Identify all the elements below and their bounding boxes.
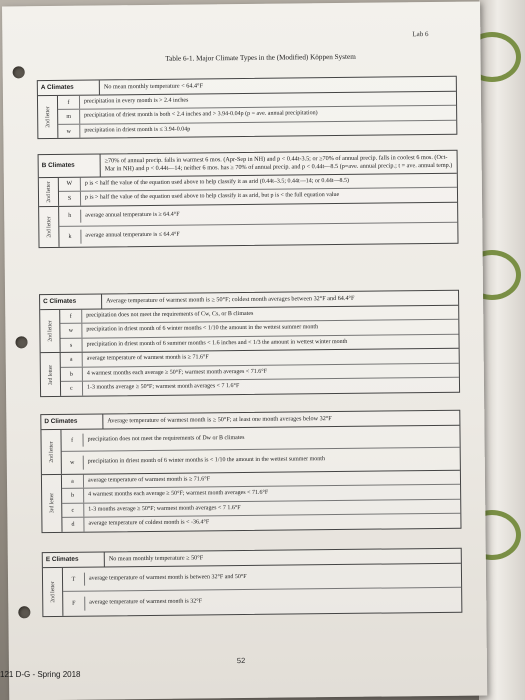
group-description: Average temperature of warmest month is ≥ 50°F; at least one month averages below 32°F bbox=[107, 415, 332, 425]
climate-code: b bbox=[62, 489, 84, 503]
group-name: A Climates bbox=[38, 80, 100, 94]
table-row bbox=[58, 121, 456, 139]
climate-code: c bbox=[61, 382, 83, 396]
subgroup-label: 2nd letter bbox=[39, 177, 59, 205]
climate-group-a bbox=[37, 76, 458, 140]
subgroup bbox=[41, 425, 459, 474]
subgroup bbox=[40, 305, 458, 353]
criteria-text: 1-3 months average ≥ 50°F; warmest month averages < 7 1.6°F bbox=[88, 504, 241, 513]
criteria-text: average temperature of coldest month is < -36.4°F bbox=[88, 519, 210, 527]
climate-code: c bbox=[62, 503, 84, 517]
climate-code: a bbox=[62, 474, 84, 488]
criteria-text: precipitation in every month is > 2.4 inches bbox=[83, 97, 189, 105]
subgroup bbox=[43, 563, 461, 615]
subgroup-label: 3rd letter bbox=[42, 475, 63, 532]
footer-label: 121 D-G - Spring 2018 bbox=[0, 670, 81, 679]
criteria-text: p is < half the value of the equation used above to help classify it as arid (0.44t–3.5; 0.44t—14; or 0.44t—8.5) bbox=[84, 177, 350, 187]
group-name: B Climates bbox=[39, 154, 101, 176]
climate-code: k bbox=[59, 230, 81, 244]
climate-code: F bbox=[63, 597, 85, 611]
criteria-text: p is > half the value of the equation used above to help classify it as arid, but p is < the full equation value bbox=[84, 191, 340, 201]
climate-code: f bbox=[61, 433, 83, 447]
climate-code: S bbox=[59, 192, 81, 206]
climate-code: w bbox=[62, 456, 84, 470]
subgroup-label: 2nd letter bbox=[40, 310, 60, 353]
document-page bbox=[2, 1, 487, 700]
climate-code: d bbox=[62, 518, 84, 532]
criteria-text: average annual temperature is ≤ 64.4°F bbox=[85, 231, 180, 239]
criteria-text: 4 warmest months each average ≥ 50°F; warmest month averages < 71.6°F bbox=[88, 489, 269, 498]
page-number: 52 bbox=[236, 655, 246, 666]
climate-group-c bbox=[39, 290, 460, 397]
criteria-text: 4 warmest months each average ≥ 50°F; warmest month averages < 71.6°F bbox=[86, 368, 267, 377]
group-name: E Climates bbox=[43, 552, 105, 566]
group-name: D Climates bbox=[41, 414, 103, 428]
subgroup bbox=[39, 173, 457, 206]
lab-label: Lab 6 bbox=[412, 30, 429, 39]
climate-code: s bbox=[60, 338, 82, 352]
group-description: No mean monthly temperature ≥ 50°F bbox=[108, 554, 204, 563]
table-row bbox=[63, 588, 461, 616]
climate-code: T bbox=[63, 572, 85, 586]
group-description: Average temperature of warmest month is ≥ 50°F; coldest month averages between 32°F and 64.4°F bbox=[106, 294, 355, 305]
criteria-text: average annual temperature is ≥ 64.4°F bbox=[85, 211, 180, 219]
criteria-text: precipitation does not meet the requirements of Cw, Cs, or B climates bbox=[86, 310, 254, 319]
climate-code: W bbox=[59, 177, 81, 191]
climate-code: w bbox=[58, 124, 80, 138]
subgroup-label: 2nd letter bbox=[39, 206, 59, 246]
subgroup bbox=[39, 202, 457, 246]
table-row bbox=[59, 223, 457, 247]
punch-hole bbox=[13, 66, 25, 78]
subgroup-label: 2nd letter bbox=[43, 568, 64, 616]
climate-group-e bbox=[42, 548, 463, 617]
subgroup-label: 2nd letter bbox=[38, 96, 58, 139]
table-row bbox=[62, 448, 460, 474]
table-row bbox=[61, 378, 459, 396]
subgroup bbox=[41, 349, 459, 396]
punch-hole bbox=[15, 336, 27, 348]
criteria-text: precipitation of driest month is both < 2.4 inches and > 3.94-0.04p (p = ave. annual precipitation) bbox=[84, 110, 318, 119]
climate-group-b bbox=[38, 150, 459, 248]
punch-hole bbox=[18, 606, 30, 618]
criteria-text: precipitation in driest month of 6 winter months is < 1/10 the amount in the wettest summer month bbox=[87, 456, 325, 465]
climate-group-d bbox=[40, 410, 461, 533]
subgroup bbox=[42, 470, 461, 531]
climate-code: m bbox=[58, 110, 80, 124]
subgroup-label: 3rd letter bbox=[41, 353, 61, 396]
climate-code: h bbox=[59, 209, 81, 223]
group-name: C Climates bbox=[40, 294, 102, 308]
criteria-text: average temperature of warmest month is ≥ 71.6°F bbox=[87, 476, 211, 484]
criteria-text: precipitation does not meet the requirements of Dw or B climates bbox=[87, 434, 245, 443]
group-description: No mean monthly temperature < 64.4°F bbox=[103, 82, 204, 91]
climate-code: a bbox=[61, 353, 83, 367]
table-row bbox=[62, 514, 460, 532]
climate-code: w bbox=[60, 324, 82, 338]
subgroup bbox=[38, 92, 456, 139]
climate-code: f bbox=[60, 309, 82, 323]
criteria-text: 1-3 months average ≥ 50°F; warmest month averages < 7 1.6°F bbox=[86, 383, 240, 391]
criteria-text: average temperature of warmest month is 32°F bbox=[89, 598, 202, 606]
group-description: ≥70% of annual precip. falls in warmest 6 mos. (Apr-Sep in NH) and p < 0.44t-3.5; or ≥70% of annual precip. falls in coolest 6 mos. (Oct-Mar in NH) and p < 0.44t—14; neither 6 mos. has ≥ 70% of annual precip. and p < 0.44t—8.5 (p=ave. annual precip.; t = ave. annual temp.) bbox=[104, 153, 453, 173]
criteria-text: average temperature of warmest month is ≥ 71.6°F bbox=[86, 354, 209, 362]
subgroup-label: 2nd letter bbox=[41, 430, 61, 474]
criteria-text: precipitation in driest month is ≤ 3.94-0.04p bbox=[84, 126, 191, 134]
table-title: Table 6-1. Major Climate Types in the (Modified) Köppen System bbox=[165, 52, 356, 63]
criteria-text: average temperature of warmest month is between 32°F and 50°F bbox=[88, 573, 247, 582]
climate-code: f bbox=[58, 95, 80, 109]
criteria-text: precipitation in driest month of 6 summer months < 1.6 inches and < 1/3 the amount in wettest winter month bbox=[86, 338, 348, 348]
climate-code: b bbox=[61, 367, 83, 381]
criteria-text: precipitation in driest month of 6 winter months < 1/10 the amount in the wettest summer month bbox=[86, 324, 319, 333]
